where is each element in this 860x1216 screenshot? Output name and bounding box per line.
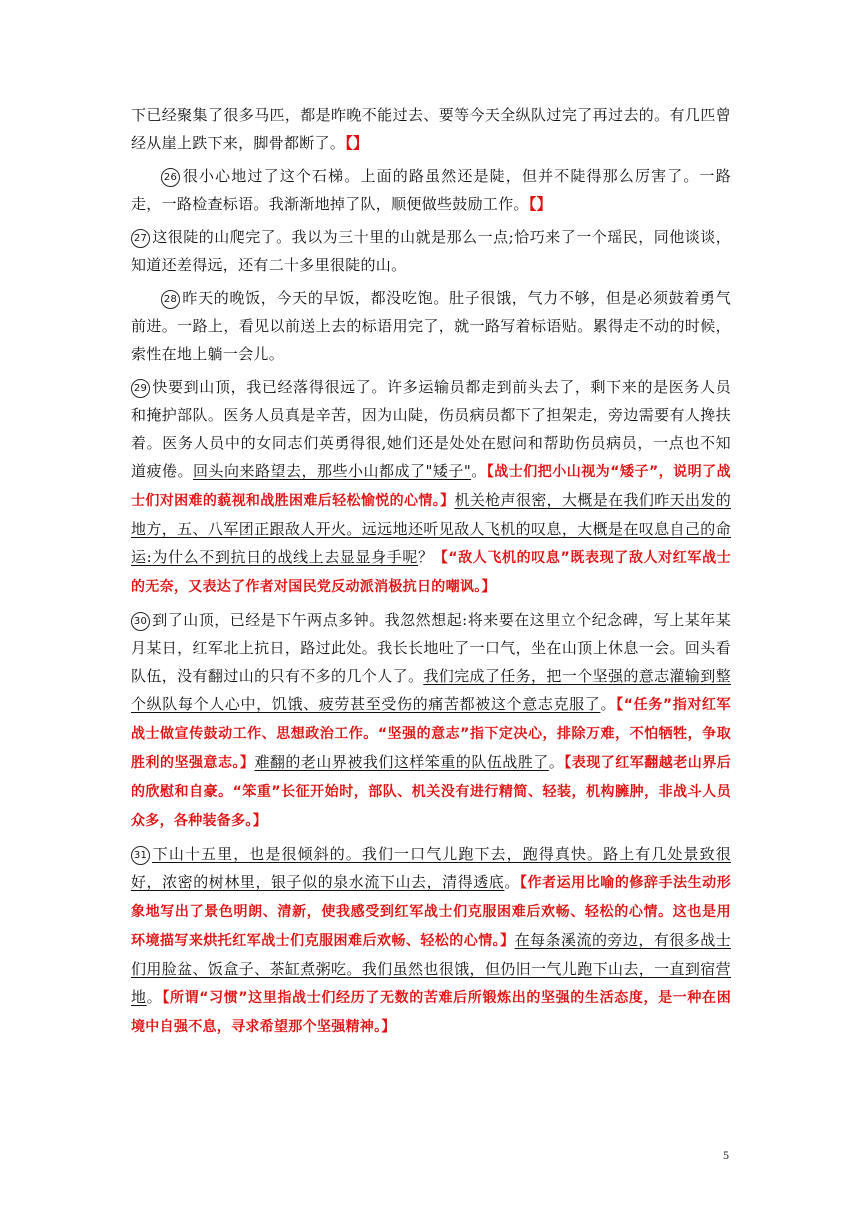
paragraph-continued xyxy=(131,101,731,157)
paragraph-text: 到了山顶，已经是下午两点多钟。我忽然想起:将来要在这里立个纪念碑，写上某年某月某日，红军北上抗日，路过此处。我长长地吐了一口气，坐在山顶上休息一会。回头看队伍，没有翻过山的只有不多的几个人了。 xyxy=(131,611,731,685)
paragraph-number: 28 xyxy=(161,290,180,309)
annotation-note: 【战士们把小山视为“矮子”，说明了战士们对困难的藐视和战胜困难后轻松愉悦的心情。】 xyxy=(131,464,731,509)
paragraph-27 xyxy=(131,223,731,279)
answer-bracket: 【】 xyxy=(528,195,552,213)
paragraph-text: 这很陡的山爬完了。我以为三十里的山就是那么一点;恰巧来了一个瑶民，同他谈谈，知道还差得远，还有二十多里很陡的山。 xyxy=(131,228,731,274)
punctuation: 。 xyxy=(146,988,163,1006)
paragraph-number: 29 xyxy=(131,379,150,398)
annotation-note: 【“任务”指对红军战士做宣传鼓动工作、思想政治工作。“坚强的意志”指下定决心，排除万难，不怕牺牲，争取胜利的坚强意志。】 xyxy=(131,697,731,771)
annotation-note: 【作者运用比喻的修辞手法生动形象地写出了景色明朗、清新，使我感受到红军战士们克服困难后欢畅、轻松的心情。这也是用环境描写来烘托红军战士们克服困难后欢畅、轻松的心情。】 xyxy=(131,875,732,949)
paragraph-28 xyxy=(131,284,731,368)
paragraph-31 xyxy=(131,840,731,1041)
underlined-sentence: 机关枪声很密，大概是在我们昨天出发的地方，五、八军团正跟敌人开火。远远地还听见敌人飞机的叹息，大概是在叹息自己的命运:为什么不到抗日的战线上去显显身手呢 xyxy=(131,491,731,566)
paragraph-number: 26 xyxy=(161,168,180,187)
paragraph-29 xyxy=(131,373,731,601)
paragraph-text: 快要到山顶，我已经落得很远了。许多运输员都走到前头去了，剩下来的是医务人员和掩护部队。医务人员真是辛苦，因为山陡，伤员病员都下了担架走，旁边需要有人搀扶着。医务人员中的女同志们英勇得很,她们还是处处在慰问和帮助伤员病员，一点也不知道疲倦。 xyxy=(131,378,731,480)
paragraph-text: 下已经聚集了很多马匹，都是昨晚不能过去、要等今天全纵队过完了再过去的。有几匹曾经从崖上跌下来，脚骨都断了。 xyxy=(131,106,731,152)
answer-bracket: 【】 xyxy=(345,134,369,152)
punctuation: 。 xyxy=(471,462,487,480)
annotation-note: 【“敌人飞机的叹息”既表现了敌人对红军战士的无奈，又表达了作者对国民党反动派消极抗日的嘲讽。】 xyxy=(131,550,731,595)
document-body xyxy=(131,101,731,1046)
paragraph-30 xyxy=(131,606,731,835)
underlined-sentence: 难翻的老山界被我们这样笨重的队伍战胜了 xyxy=(254,753,549,771)
paragraph-text: 昨天的晚饭，今天的早饭，都没吃饱。肚子很饿，气力不够，但是必须鼓着勇气前进。一路上，看见以前送上去的标语用完了，就一路写着标语贴。累得走不动的时候，索性在地上躺一会儿。 xyxy=(131,289,731,363)
paragraph-number: 30 xyxy=(131,612,150,631)
page-number: 5 xyxy=(723,1148,729,1162)
punctuation: 。 xyxy=(600,695,617,713)
annotation-note: 【表现了红军翻越老山界后的欣慰和自豪。“笨重”长征开始时，部队、机关没有进行精简、轻装，机构臃肿，非战斗人员众多，各种装备多。】 xyxy=(131,755,732,829)
punctuation: ？ xyxy=(418,548,434,566)
underlined-sentence: 下山十五里，也是很倾斜的。我们一口气儿跑下去，跑得真快。路上有几处景致很好，浓密的树林里，银子似的泉水流下山去，清得透底 xyxy=(131,845,731,891)
paragraph-26 xyxy=(131,162,731,218)
underlined-sentence: 在每条溪流的旁边，有很多战士们用脸盆、饭盒子、茶缸煮粥吃。我们虽然也很饿，但仍旧一气儿跑下山去，一直到宿营地 xyxy=(131,931,732,1006)
paragraph-number: 27 xyxy=(131,229,150,248)
paragraph-number: 31 xyxy=(131,846,150,865)
punctuation: 。 xyxy=(548,753,565,771)
paragraph-text: 很小心地过了这个石梯。上面的路虽然还是陡，但并不陡得那么厉害了。一路走，一路检查标语。我渐渐地掉了队，顺便做些鼓励工作。 xyxy=(131,167,731,213)
punctuation: 。 xyxy=(504,873,520,891)
underlined-sentence: 回头向来路望去，那些小山都成了"矮子" xyxy=(193,462,472,480)
underlined-sentence: 我们完成了任务，把一个坚强的意志灌输到整个纵队每个人心中，饥饿、疲劳甚至受伤的痛苦都被这个意志克服了 xyxy=(131,667,731,713)
annotation-note: 【所谓“习惯”这里指战士们经历了无数的苦难后所锻炼出的坚强的生活态度，是一种在困境中自强不息，寻求希望那个坚强精神。】 xyxy=(131,990,731,1035)
